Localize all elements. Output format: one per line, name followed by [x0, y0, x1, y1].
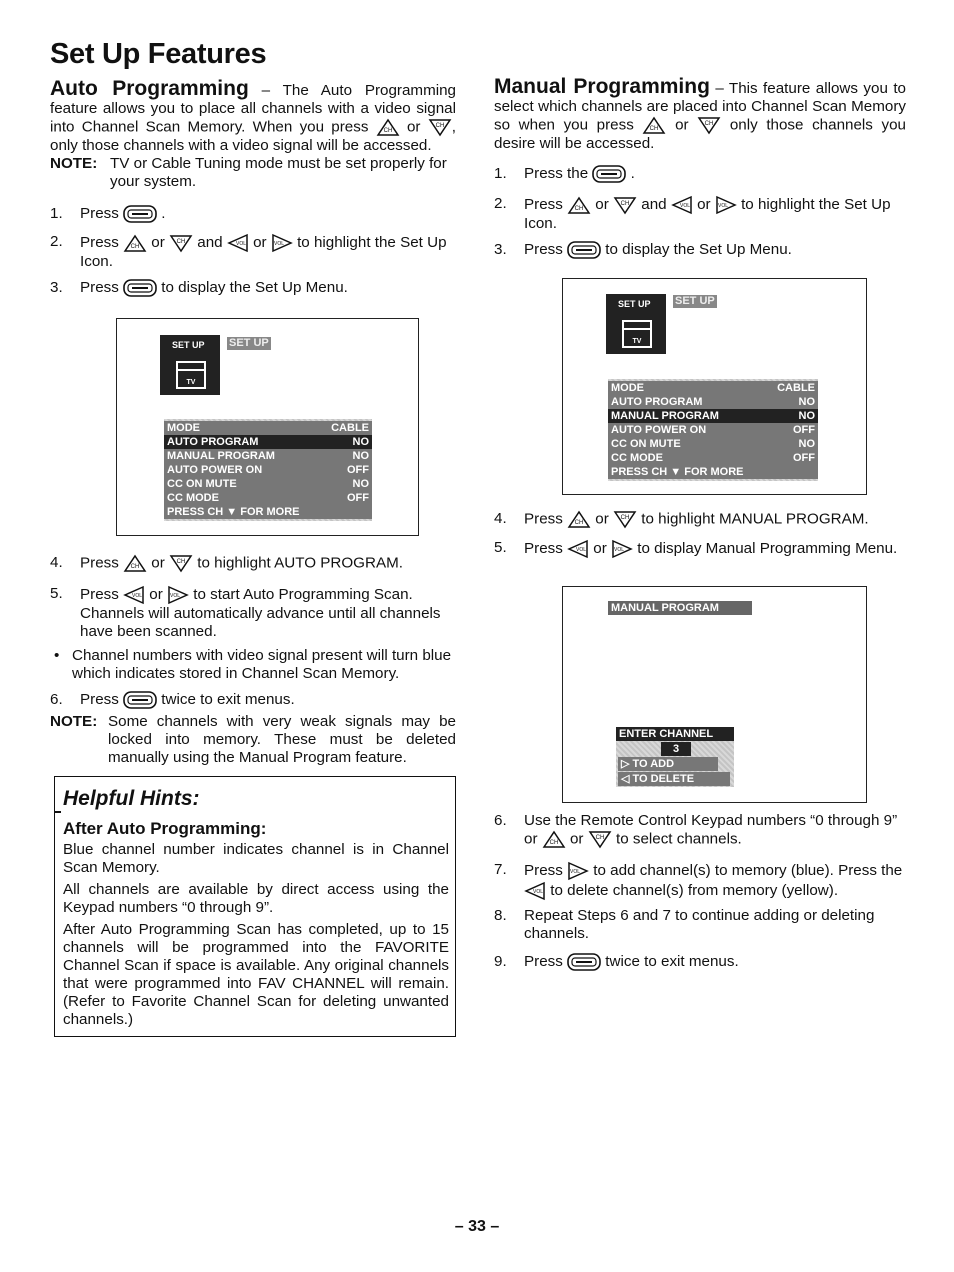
- helpful-hints-box: [54, 776, 456, 1037]
- step-1: [50, 205, 456, 223]
- hints-body: [63, 841, 449, 1033]
- step-number: 9.: [494, 953, 507, 970]
- step-5: [50, 585, 456, 641]
- manual-steps-4-5: [494, 510, 906, 559]
- step-number: 6.: [494, 812, 507, 829]
- step-text: Press: [80, 234, 119, 252]
- volume-right-icon: [715, 195, 737, 215]
- step-text: to highlight the Set Up Icon.: [80, 234, 447, 271]
- page-title: Set Up Features: [50, 38, 267, 70]
- channel-down-icon: [613, 196, 637, 215]
- hints-paragraph: Blue channel number indicates channel is in Channel Scan Memory.: [63, 841, 449, 876]
- step-text: to highlight MANUAL PROGRAM.: [641, 510, 869, 528]
- step-text: or: [569, 830, 584, 848]
- hints-paragraph: After Auto Programming Scan has completed, up to 15 channels will be programmed into the FAVORITE Channel Scan if space is available. Any original channels that were programmed into FAV CHANNEL will remain. (Refer to Favorite Channel Scan for deleting unwanted channels.): [63, 921, 449, 1028]
- step-text: or: [151, 234, 165, 252]
- step-text: to select channels.: [615, 830, 742, 848]
- note: [50, 155, 456, 191]
- step-text: to display the Set Up Menu.: [605, 241, 792, 259]
- channel-down-icon: [169, 554, 193, 573]
- volume-left-icon: [671, 195, 693, 215]
- step-text: Repeat Steps 6 and 7 to continue adding or deleting channels.: [524, 907, 875, 942]
- action-button-icon: [567, 241, 601, 259]
- manual-steps-6-9: [494, 812, 906, 971]
- hints-divider: [55, 811, 61, 813]
- intro-text-2: only those channels with a video signal will be accessed.: [50, 137, 432, 154]
- step-4: [494, 510, 906, 529]
- action-button-icon: [567, 953, 601, 971]
- step-4: [50, 554, 456, 573]
- menu-row-auto-program: AUTO PROGRAM NO: [164, 435, 372, 449]
- volume-left-icon: [123, 585, 145, 605]
- menu-row-auto-program: AUTO PROGRAM NO: [608, 395, 818, 409]
- step-text: Press: [524, 510, 563, 528]
- step-text: Press: [524, 540, 563, 558]
- step-number: 1.: [494, 165, 507, 182]
- auto-programming-heading-suffix: – The Auto Programming: [248, 82, 456, 99]
- step-text: or: [253, 234, 267, 252]
- step-text: or: [595, 196, 609, 214]
- page-number: – 33 –: [454, 1218, 500, 1235]
- menu-row-press-ch: PRESS CH ▼ FOR MORE: [164, 505, 372, 519]
- step-number: 1.: [50, 205, 63, 222]
- step-5: [494, 539, 906, 559]
- step-text: or: [149, 586, 163, 604]
- volume-right-icon: [167, 585, 189, 605]
- step-7: [494, 861, 906, 901]
- step-text: twice to exit menus.: [605, 953, 739, 971]
- step-text: Press the: [524, 165, 589, 183]
- step-number: 2.: [494, 195, 507, 213]
- step-number: 2.: [50, 233, 63, 251]
- step-text: and: [197, 234, 223, 252]
- auto-programming-section: [50, 77, 456, 297]
- volume-right-icon: [271, 233, 293, 253]
- step-text: or: [595, 510, 609, 528]
- step-6: [494, 812, 906, 849]
- step-text: to display the Set Up Menu.: [161, 279, 348, 297]
- auto-steps-continued: [50, 554, 456, 767]
- channel-up-icon: [123, 554, 147, 573]
- setup-tab: SET UP: [229, 337, 269, 349]
- step-1: [494, 165, 906, 183]
- menu-row-cc-on-mute: CC ON MUTE NO: [608, 437, 818, 451]
- channel-down-icon: [613, 510, 637, 529]
- manual-programming-heading-suffix: – This feature allows: [709, 80, 858, 97]
- manual-programming-heading: Manual Programming: [494, 75, 710, 98]
- channel-up-icon: [567, 510, 591, 529]
- step-text: to delete channel(s) from memory (yellow).: [550, 882, 839, 900]
- step-text: or: [151, 554, 165, 572]
- step-text: Press: [524, 953, 563, 971]
- setup-menu-screen-auto: [116, 318, 419, 536]
- step-number: 8.: [494, 907, 507, 924]
- step-text: and: [641, 196, 667, 214]
- channel-up-icon: [567, 196, 591, 215]
- step-text: twice to exit menus.: [161, 691, 295, 709]
- auto-programming-heading: Auto Programming: [50, 77, 249, 100]
- note-text: Some channels with very weak signals may be locked into memory. These must be deleted manually using the Manual Program feature.: [108, 713, 456, 767]
- step-6: [50, 691, 456, 709]
- menu-row-cc-mode: CC MODE OFF: [164, 491, 372, 505]
- setup-icon: [606, 294, 666, 354]
- step-number: 4.: [50, 554, 63, 571]
- step-number: 7.: [494, 861, 507, 878]
- step-text: or: [593, 540, 607, 558]
- note-2: [50, 713, 456, 767]
- channel-up-icon: [123, 234, 147, 253]
- step-text: to display Manual Programming Menu.: [637, 540, 898, 558]
- to-add-row: ▷ TO ADD: [618, 757, 718, 771]
- volume-right-icon: [611, 539, 633, 559]
- intro-text: feature allows you to place all channels with a video signal into Channel Scan Memory. When you press: [50, 100, 456, 136]
- step-9: [494, 953, 906, 971]
- channel-up-icon: [642, 116, 666, 135]
- intro-or: or: [406, 118, 421, 136]
- step-number: 3.: [494, 241, 507, 259]
- step-text: Press: [524, 862, 563, 880]
- note-label: NOTE:: [50, 713, 98, 731]
- step-number: 4.: [494, 510, 507, 527]
- setup-badge: SET UP: [618, 299, 651, 309]
- step-3: [494, 241, 906, 259]
- volume-left-icon: [567, 539, 589, 559]
- action-button-icon: [592, 165, 626, 183]
- bullet-channel-numbers: • Channel numbers with video signal present will turn blue which indicates stored in Channel Scan Memory.: [50, 647, 456, 683]
- tv-icon: TV: [176, 361, 206, 389]
- intro-text: you to select which channels are placed into Channel Scan Memory so when you press: [494, 80, 906, 134]
- channel-down-icon: [588, 830, 612, 849]
- intro-text-2: only those channels you desire will be accessed.: [494, 116, 906, 152]
- manual-programming-intro: [494, 75, 906, 153]
- action-button-icon: [123, 691, 157, 709]
- step-text: or: [697, 196, 711, 214]
- channel-down-icon: [169, 234, 193, 253]
- step-number: 3.: [50, 279, 63, 297]
- menu-row-cc-mode: CC MODE OFF: [608, 451, 818, 465]
- step-text: .: [161, 205, 166, 223]
- manual-programming-section: [494, 75, 906, 259]
- auto-programming-intro: Auto Programming – The Auto Programming feature allows you to place all channels with a video signal into Channel Scan Memory. When you press or , only those channels with a video signal will be accessed.: [50, 77, 456, 154]
- step-text: to add channel(s) to memory (blue). Press the: [593, 862, 903, 880]
- step-number: 5.: [50, 585, 63, 602]
- channel-down-icon: [697, 116, 721, 135]
- step-text: Press: [80, 691, 119, 709]
- action-button-icon: [123, 205, 157, 223]
- step-2: [50, 233, 456, 271]
- step-text: Press: [80, 554, 119, 572]
- volume-left-icon: [524, 881, 546, 901]
- menu-row-auto-power-on: AUTO POWER ON OFF: [608, 423, 818, 437]
- step-8: [494, 907, 906, 943]
- action-button-icon: [123, 279, 157, 297]
- manual-program-screen: [562, 586, 867, 803]
- setup-tab: SET UP: [675, 295, 715, 307]
- step-text: Press: [80, 279, 119, 297]
- note-label: NOTE:: [50, 155, 98, 172]
- enter-channel-label: ENTER CHANNEL: [616, 727, 734, 741]
- channel-up-icon: [376, 118, 400, 137]
- hints-title: Helpful Hints:: [63, 787, 200, 810]
- intro-or: or: [675, 116, 689, 134]
- step-text: Press: [80, 586, 119, 604]
- step-3: [50, 279, 456, 297]
- setup-badge: SET UP: [172, 340, 205, 350]
- menu-row-mode: MODE CABLE: [608, 381, 818, 395]
- menu-row-manual-program: MANUAL PROGRAM NO: [164, 449, 372, 463]
- step-2: [494, 195, 906, 233]
- channel-up-icon: [542, 830, 566, 849]
- step-number: 5.: [494, 539, 507, 556]
- setup-menu-screen-manual: [562, 278, 867, 495]
- step-number: 6.: [50, 691, 63, 708]
- menu-row-press-ch: PRESS CH ▼ FOR MORE: [608, 465, 818, 479]
- hints-paragraph: All channels are available by direct access using the Keypad numbers “0 through 9”.: [63, 881, 449, 916]
- channel-down-icon: [428, 118, 452, 137]
- step-text: Press: [80, 205, 119, 223]
- step-text: Press: [524, 196, 563, 214]
- volume-left-icon: [227, 233, 249, 253]
- tv-icon: TV: [622, 320, 652, 348]
- to-delete-row: ◁ TO DELETE: [618, 772, 730, 786]
- step-text: to start Auto Programming Scan. Channels will automatically advance until all channels have been scanned.: [80, 586, 441, 640]
- step-text: .: [630, 165, 635, 183]
- manual-program-title: MANUAL PROGRAM: [608, 601, 752, 615]
- note-text: TV or Cable Tuning mode must be set properly for your system.: [110, 155, 447, 190]
- channel-number: 3: [661, 742, 691, 756]
- step-text: Use the Remote Control Keypad numbers “0 through 9” or: [524, 812, 898, 848]
- menu-row-cc-on-mute: CC ON MUTE NO: [164, 477, 372, 491]
- step-text: to highlight AUTO PROGRAM.: [197, 554, 403, 572]
- menu-row-manual-program: MANUAL PROGRAM NO: [608, 409, 818, 423]
- menu-row-mode: MODE CABLE: [164, 421, 372, 435]
- step-text: to highlight the Set Up Icon.: [524, 196, 891, 233]
- volume-right-icon: [567, 861, 589, 881]
- setup-icon: [160, 335, 220, 395]
- step-text: Press: [524, 241, 563, 259]
- hints-subtitle: After Auto Programming:: [63, 819, 267, 838]
- bullet-text: Channel numbers with video signal present will turn blue which indicates stored in Channel Scan Memory.: [72, 647, 452, 682]
- menu-row-auto-power-on: AUTO POWER ON OFF: [164, 463, 372, 477]
